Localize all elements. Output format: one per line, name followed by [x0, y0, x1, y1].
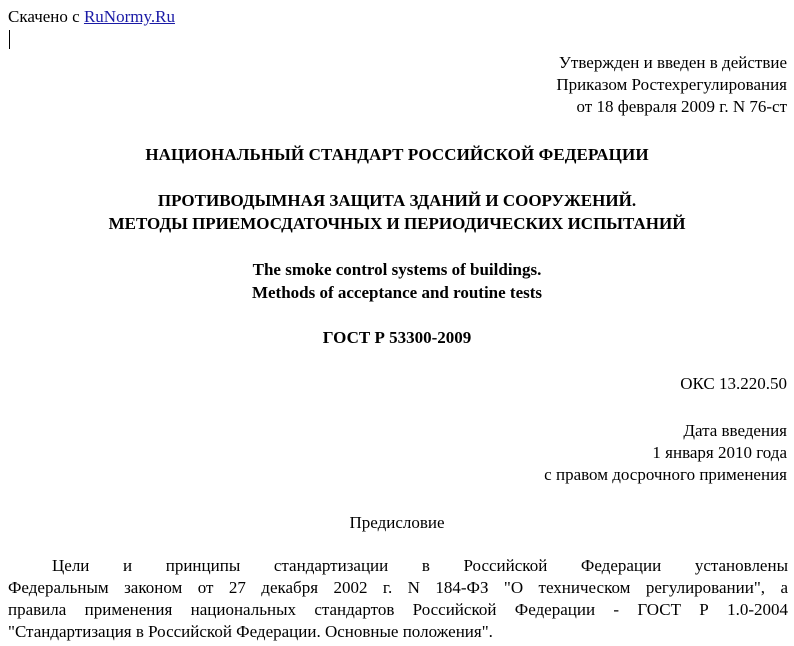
title-ru-line: ПРОТИВОДЫМНАЯ ЗАЩИТА ЗДАНИЙ И СООРУЖЕНИЙ. — [157, 191, 637, 210]
source-attribution — [8, 7, 175, 27]
approval-line: Приказом Ростехрегулирования — [556, 75, 787, 94]
paragraph-line: "Стандартизация в Российской Федерации. Основные положения". — [8, 622, 493, 641]
title-en-line: The smoke control systems of buildings. — [252, 260, 542, 279]
paragraph-line: правила применения национальных стандартов Российской Федерации - ГОСТ Р 1.0-2004 — [8, 600, 788, 619]
preface-heading: Предисловие — [349, 513, 445, 532]
source-prefix: Скачено с — [8, 7, 80, 26]
text-cursor — [9, 30, 10, 49]
approval-line: от 18 февраля 2009 г. N 76-ст — [576, 97, 787, 116]
approval-block — [556, 52, 787, 118]
paragraph-line: Федеральным законом от 27 декабря 2002 г. N 184-ФЗ "О техническом регулировании", а — [8, 578, 788, 597]
paragraph-line: Цели и принципы стандартизации в Российской Федерации установлены — [52, 556, 788, 575]
introduction-line: Дата введения — [683, 421, 787, 440]
preface-paragraph — [8, 555, 788, 643]
source-link[interactable]: RuNormy.Ru — [83, 7, 175, 26]
gost-code: ГОСТ Р 53300-2009 — [322, 328, 472, 347]
title-en-line: Methods of acceptance and routine tests — [251, 283, 543, 302]
oks-code: ОКС 13.220.50 — [680, 374, 787, 393]
title-ru-line: МЕТОДЫ ПРИЕМОСДАТОЧНЫХ И ПЕРИОДИЧЕСКИХ ИСПЫТАНИЙ — [108, 214, 686, 233]
introduction-date-block — [544, 420, 787, 486]
national-standard-heading: НАЦИОНАЛЬНЫЙ СТАНДАРТ РОССИЙСКОЙ ФЕДЕРАЦИИ — [145, 145, 649, 164]
document-title-en — [0, 258, 794, 304]
introduction-line: с правом досрочного применения — [544, 465, 787, 484]
approval-line: Утвержден и введен в действие — [558, 53, 787, 72]
document-title-ru — [0, 189, 794, 235]
introduction-line: 1 января 2010 года — [652, 443, 787, 462]
